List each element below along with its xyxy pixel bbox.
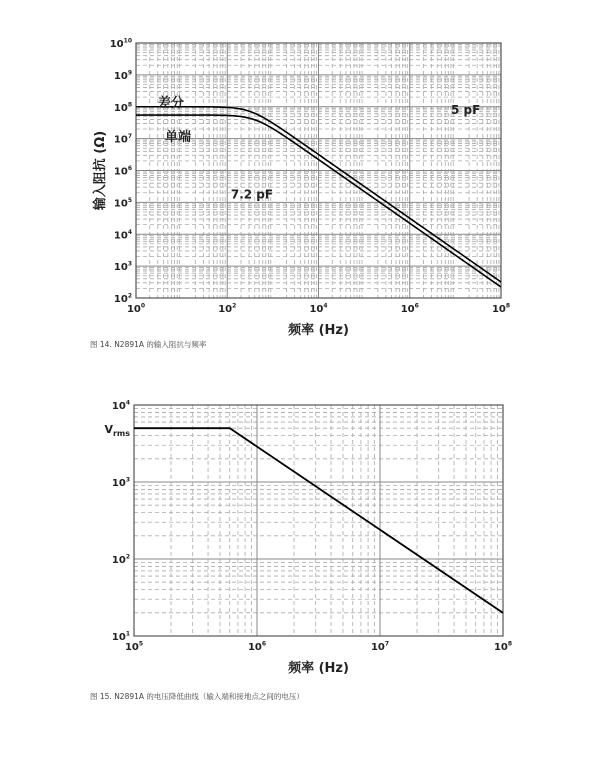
y-tick-label: $10^8$ (113, 101, 132, 114)
series-label-single-ended: 单端 (165, 130, 192, 145)
x-tick-label: $10^8$ (493, 640, 513, 653)
y-tick-label: $10^{10}$ (109, 37, 132, 50)
y-tick-label: $10^3$ (111, 476, 130, 489)
x-tick-label: $10^7$ (370, 640, 390, 653)
y-tick-label: $10^6$ (113, 165, 132, 178)
y-tick-label: $10^2$ (113, 292, 132, 305)
x-tick-label: $10^6$ (400, 302, 419, 315)
voltage-derating-chart (0, 385, 610, 690)
x-tick-label: $10^2$ (218, 302, 237, 315)
x-tick-label: $10^6$ (247, 640, 267, 653)
figure-14-caption: 图 14. N2891A 的输入阻抗与频率 (90, 340, 207, 349)
y-tick-label: $10^4$ (113, 228, 132, 242)
x-tick-label: $10^5$ (124, 640, 144, 653)
y-tick-label: $10^9$ (113, 69, 132, 82)
y-axis-label: 输入阻抗 (Ω) (93, 130, 108, 211)
figure-15-caption: 图 15. N2891A 的电压降低曲线（输入端和接地点之间的电压） (90, 692, 304, 701)
x-tick-label: $10^8$ (491, 302, 511, 315)
y-tick-label: $10^4$ (111, 399, 130, 412)
y-tick-label: $10^2$ (111, 553, 130, 566)
annotation-label: 5 pF (450, 102, 481, 117)
input-impedance-chart (0, 0, 610, 345)
vrms-label: $V_{rms}$ (104, 423, 130, 439)
plot-area (134, 405, 503, 636)
y-tick-label: $10^3$ (113, 260, 132, 274)
y-tick-label: $10^5$ (113, 196, 132, 210)
y-tick-label: $10^7$ (113, 133, 132, 146)
series-label-differential: 差分 (158, 96, 185, 111)
x-tick-label: $10^4$ (309, 302, 328, 315)
x-axis-label: 频率 (Hz) (288, 323, 349, 338)
y-tick-label: $10^1$ (111, 630, 130, 643)
annotation-label: 7.2 pF (230, 187, 274, 202)
x-tick-label: $10^0$ (126, 302, 146, 315)
x-axis-label: 频率 (Hz) (288, 661, 349, 676)
